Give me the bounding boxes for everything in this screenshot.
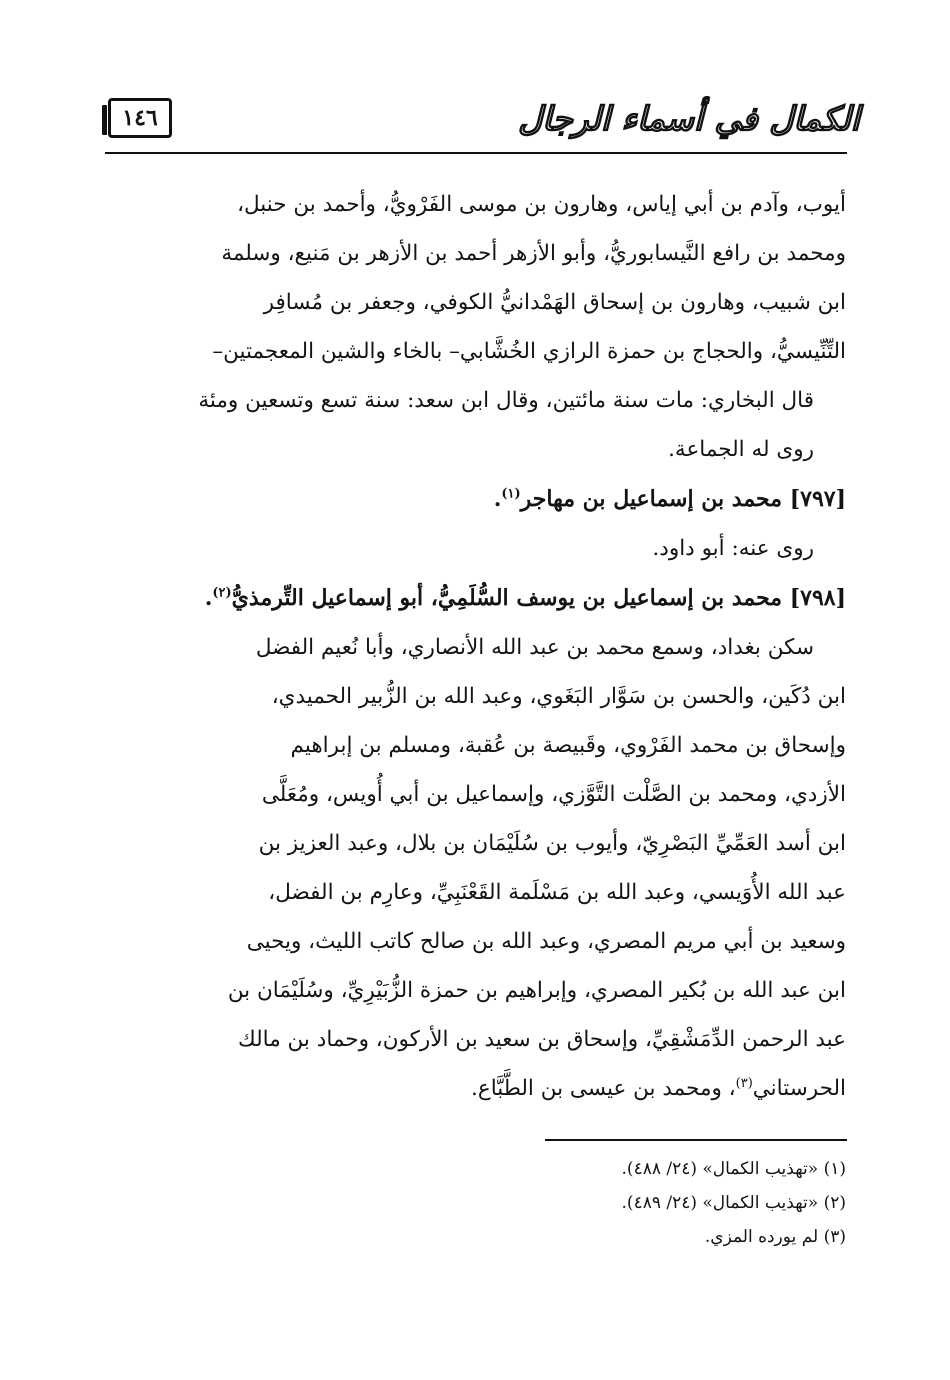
- text-line: ابن دُكَين، والحسن بن سَوَّار البَغَوي، وعبد الله بن الزُّبير الحميدي،: [271, 684, 846, 709]
- text-line: ومحمد بن رافع النَّيسابوريُّ، وأبو الأزهر أحمد بن الأزهر بن مَنيع، وسلمة: [221, 241, 846, 266]
- footnote-ref: (١): [501, 486, 521, 502]
- entry-title: [٧٩٧] محمد بن إسماعيل بن مهاجر: [520, 486, 846, 512]
- text-line: الأزدي، ومحمد بن الصَّلْت التَّوَّزي، وإسماعيل بن أبي أُويس، ومُعَلَّى: [261, 782, 846, 807]
- footnotes: [300, 1152, 846, 1254]
- entry-title: [٧٩٨] محمد بن إسماعيل بن يوسف السُّلَمِيُّ، أبو إسماعيل التِّرمذيُّ: [231, 585, 846, 611]
- book-title-calligraphy: الكمال في أسماء الرجال: [518, 98, 860, 138]
- footnote: (٣) لم يورده المزي.: [704, 1227, 846, 1247]
- text-line: ابن أسد العَمِّيِّ البَصْرِيّ، وأيوب بن سُلَيْمَان بن بلال، وعبد العزيز بن: [258, 831, 846, 856]
- text-line: سكن بغداد، وسمع محمد بن عبد الله الأنصاري، وأبا نُعيم الفضل: [255, 635, 814, 660]
- entry-heading-798: [104, 573, 846, 623]
- heading-end: .: [204, 585, 213, 611]
- text-fragment: ، ومحمد بن عيسى بن الطَّبَّاع.: [471, 1076, 736, 1101]
- page-number: ١٤٦: [122, 105, 158, 131]
- text-line: أيوب، وآدم بن أبي إياس، وهارون بن موسى الفَرْويُّ، وأحمد بن حنبل،: [237, 192, 846, 217]
- text-line: روى عنه: أبو داود.: [652, 536, 814, 561]
- heading-end: .: [493, 486, 502, 512]
- text-line: روى له الجماعة.: [668, 437, 814, 462]
- text-fragment: الحرستاني: [752, 1076, 846, 1101]
- page-number-frame: [108, 98, 172, 138]
- text-line: ابن شبيب، وهارون بن إسحاق الهَمْدانيُّ الكوفي، وجعفر بن مُسافِر: [263, 290, 846, 315]
- text-line: ابن عبد الله بن بُكير المصري، وإبراهيم بن حمزة الزُّبَيْرِيِّ، وسُلَيْمَان بن: [227, 978, 846, 1003]
- footnote-ref: (٣): [735, 1075, 753, 1091]
- entry-heading-797: [104, 474, 846, 524]
- footnote: (٢) «تهذيب الكمال» (٢٤/ ٤٨٩).: [621, 1193, 846, 1213]
- text-line: عبد الرحمن الدِّمَشْقِيِّ، وإسحاق بن سعيد بن الأركون، وحماد بن مالك: [237, 1027, 846, 1052]
- footnote-ref: (٢): [212, 585, 232, 601]
- header-rule: [105, 152, 847, 154]
- footnote-separator: [545, 1139, 847, 1141]
- main-text: [104, 180, 846, 1113]
- text-line: وإسحاق بن محمد الفَرْوي، وقَبيصة بن عُقبة، ومسلم بن إبراهيم: [290, 733, 846, 758]
- text-line: التِّنِّيسيُّ، والحجاج بن حمزة الرازي الخُشَّابي– بالخاء والشين المعجمتين–: [212, 339, 846, 364]
- text-line: عبد الله الأُوَيسي، وعبد الله بن مَسْلَمة القَعْنَبِيِّ، وعارِم بن الفضل،: [268, 880, 846, 905]
- text-line: وسعيد بن أبي مريم المصري، وعبد الله بن صالح كاتب الليث، ويحيى: [246, 929, 846, 954]
- footnote: (١) «تهذيب الكمال» (٢٤/ ٤٨٨).: [621, 1159, 846, 1179]
- text-line: [104, 1064, 846, 1113]
- text-line: قال البخاري: مات سنة مائتين، وقال ابن سعد: سنة تسع وتسعين ومئة: [198, 388, 814, 413]
